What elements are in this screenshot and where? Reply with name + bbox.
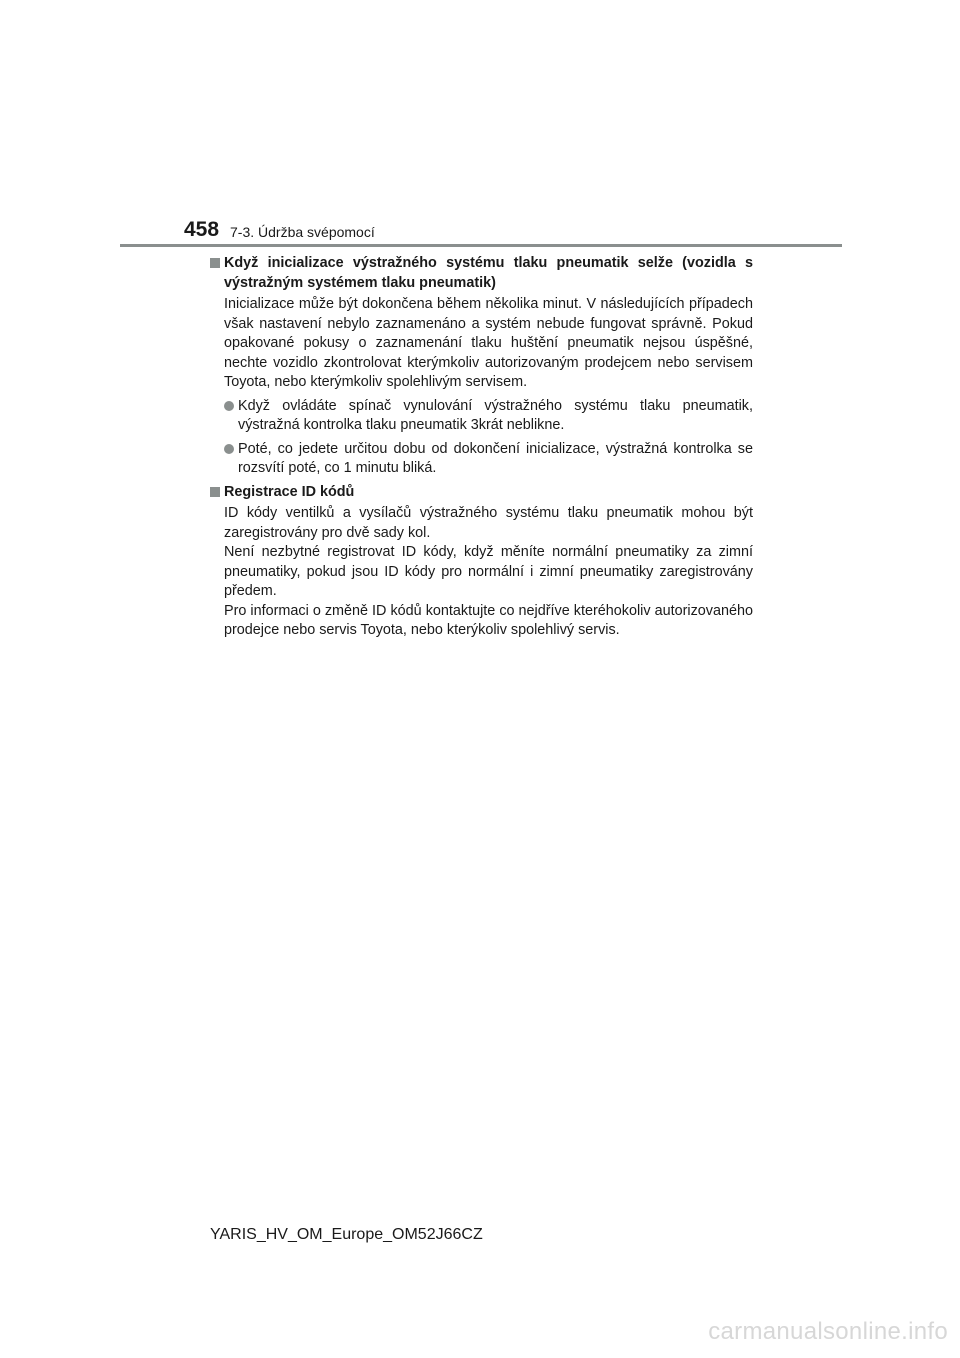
paragraph: Inicializace může být dokončena během několika minut. V následujících případech však nastavení nebylo zaznamenáno a systém nebude fungovat správně. Pokud opakované pokusy o zaznamenání tlaku huštění pneumatik nejsou úspěšné, nechte vozidlo zkontrolovat kterýmkoliv autorizovaným prodejcem nebo servisem Toyota, nebo kterýmkoliv spolehlivým servisem. xyxy=(224,296,753,390)
heading-text: Registrace ID kódů xyxy=(224,483,355,500)
list-item-text: Poté, co jedete určitou dobu od dokončení inicializace, výstražná kontrolka se rozsvítí poté, co 1 minutu bliká. xyxy=(238,440,753,476)
heading-text: Když inicializace výstražného systému tlaku pneumatik selže (vozidla s výstražným systémem tlaku pneumatik) xyxy=(224,255,753,291)
list-item xyxy=(210,440,753,479)
page-number: 458 xyxy=(184,218,220,241)
section-heading-tpms-failure xyxy=(210,254,753,293)
document-code: YARIS_HV_OM_Europe_OM52J66CZ xyxy=(210,1226,483,1243)
watermark: carmanualsonline.info xyxy=(708,1318,948,1345)
list-item-text: Když ovládáte spínač vynulování výstražného systému tlaku pneumatik, výstražná kontrolka tlaku pneumatik 3krát neblikne. xyxy=(238,397,753,433)
list-item xyxy=(210,397,753,436)
paragraph-text: Pro informaci o změně ID kódů kontaktujte co nejdříve kteréhokoliv autorizovaného prodejce nebo servis Toyota, nebo kterýkoliv spolehlivý servis. xyxy=(224,602,753,638)
page-content xyxy=(210,254,753,641)
circle-bullet-icon xyxy=(224,444,234,454)
paragraph xyxy=(210,504,753,641)
header-divider xyxy=(120,244,842,247)
paragraph-text: ID kódy ventilků a vysílačů výstražného systému tlaku pneumatik mohou být zaregistrovány pro dvě sady kol. xyxy=(224,505,753,541)
square-bullet-icon xyxy=(210,487,220,497)
square-bullet-icon xyxy=(210,258,220,268)
paragraph-text: Není nezbytné registrovat ID kódy, když měníte normální pneumatiky za zimní pneumatiky, pokud jsou ID kódy pro normální i zimní pneumatiky zaregistrovány předem. xyxy=(224,544,753,599)
section-title: 7-3. Údržba svépomocí xyxy=(230,224,375,240)
section-heading-id-registration xyxy=(210,483,753,503)
circle-bullet-icon xyxy=(224,401,234,411)
